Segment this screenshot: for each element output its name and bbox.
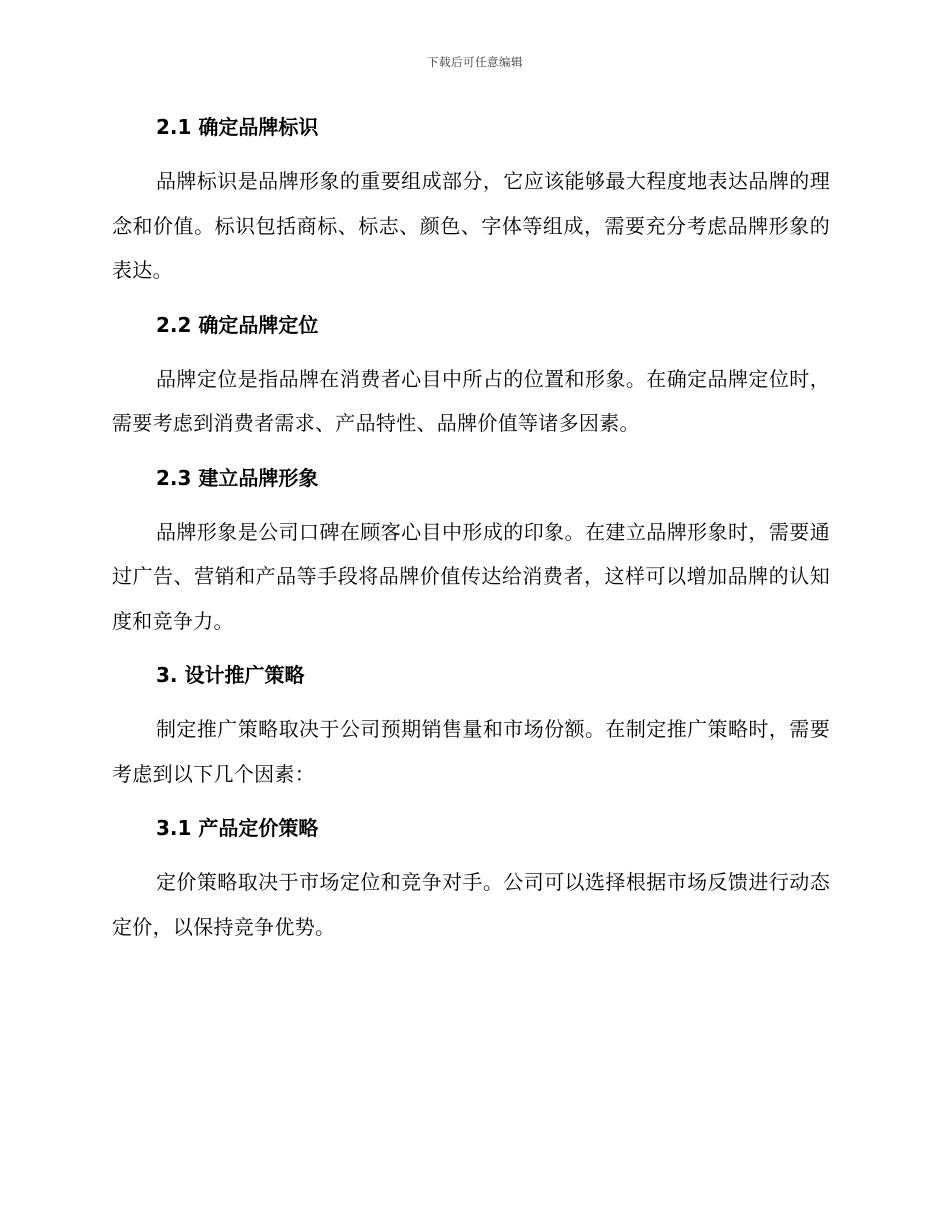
section-heading-2-3: 2.3 建立品牌形象	[156, 465, 319, 490]
section-paragraph-2-1: 品牌标识是品牌形象的重要组成部分，它应该能够最大程度地表达品牌的理念和价值。标识包括商标、标志、颜色、字体等组成，需要充分考虑品牌形象的表达。	[112, 169, 830, 282]
section-paragraph-3-1: 定价策略取决于市场定位和竞争对手。公司可以选择根据市场反馈进行动态定价，以保持竞争优势。	[112, 870, 830, 939]
section-heading-3: 3. 设计推广策略	[156, 663, 305, 687]
section-heading-3-1: 3.1 产品定价策略	[156, 816, 319, 840]
section-paragraph-3: 制定推广策略取决于公司预期销售量和市场份额。在制定推广策略时，需要考虑到以下几个因素：	[112, 717, 830, 786]
page-header: 下载后可任意编辑	[427, 55, 523, 69]
section-paragraph-2-3: 品牌形象是公司口碑在顾客心目中形成的印象。在建立品牌形象时，需要通过广告、营销和产品等手段将品牌价值传达给消费者，这样可以增加品牌的认知度和竞争力。	[112, 519, 830, 633]
section-heading-2-2: 2.2 确定品牌定位	[156, 312, 319, 337]
section-paragraph-2-2: 品牌定位是指品牌在消费者心目中所占的位置和形象。在确定品牌定位时，需要考虑到消费者需求、产品特性、品牌价值等诸多因素。	[112, 366, 830, 435]
document-body	[112, 112, 830, 949]
section-heading-2-1: 2.1 确定品牌标识	[156, 115, 319, 139]
